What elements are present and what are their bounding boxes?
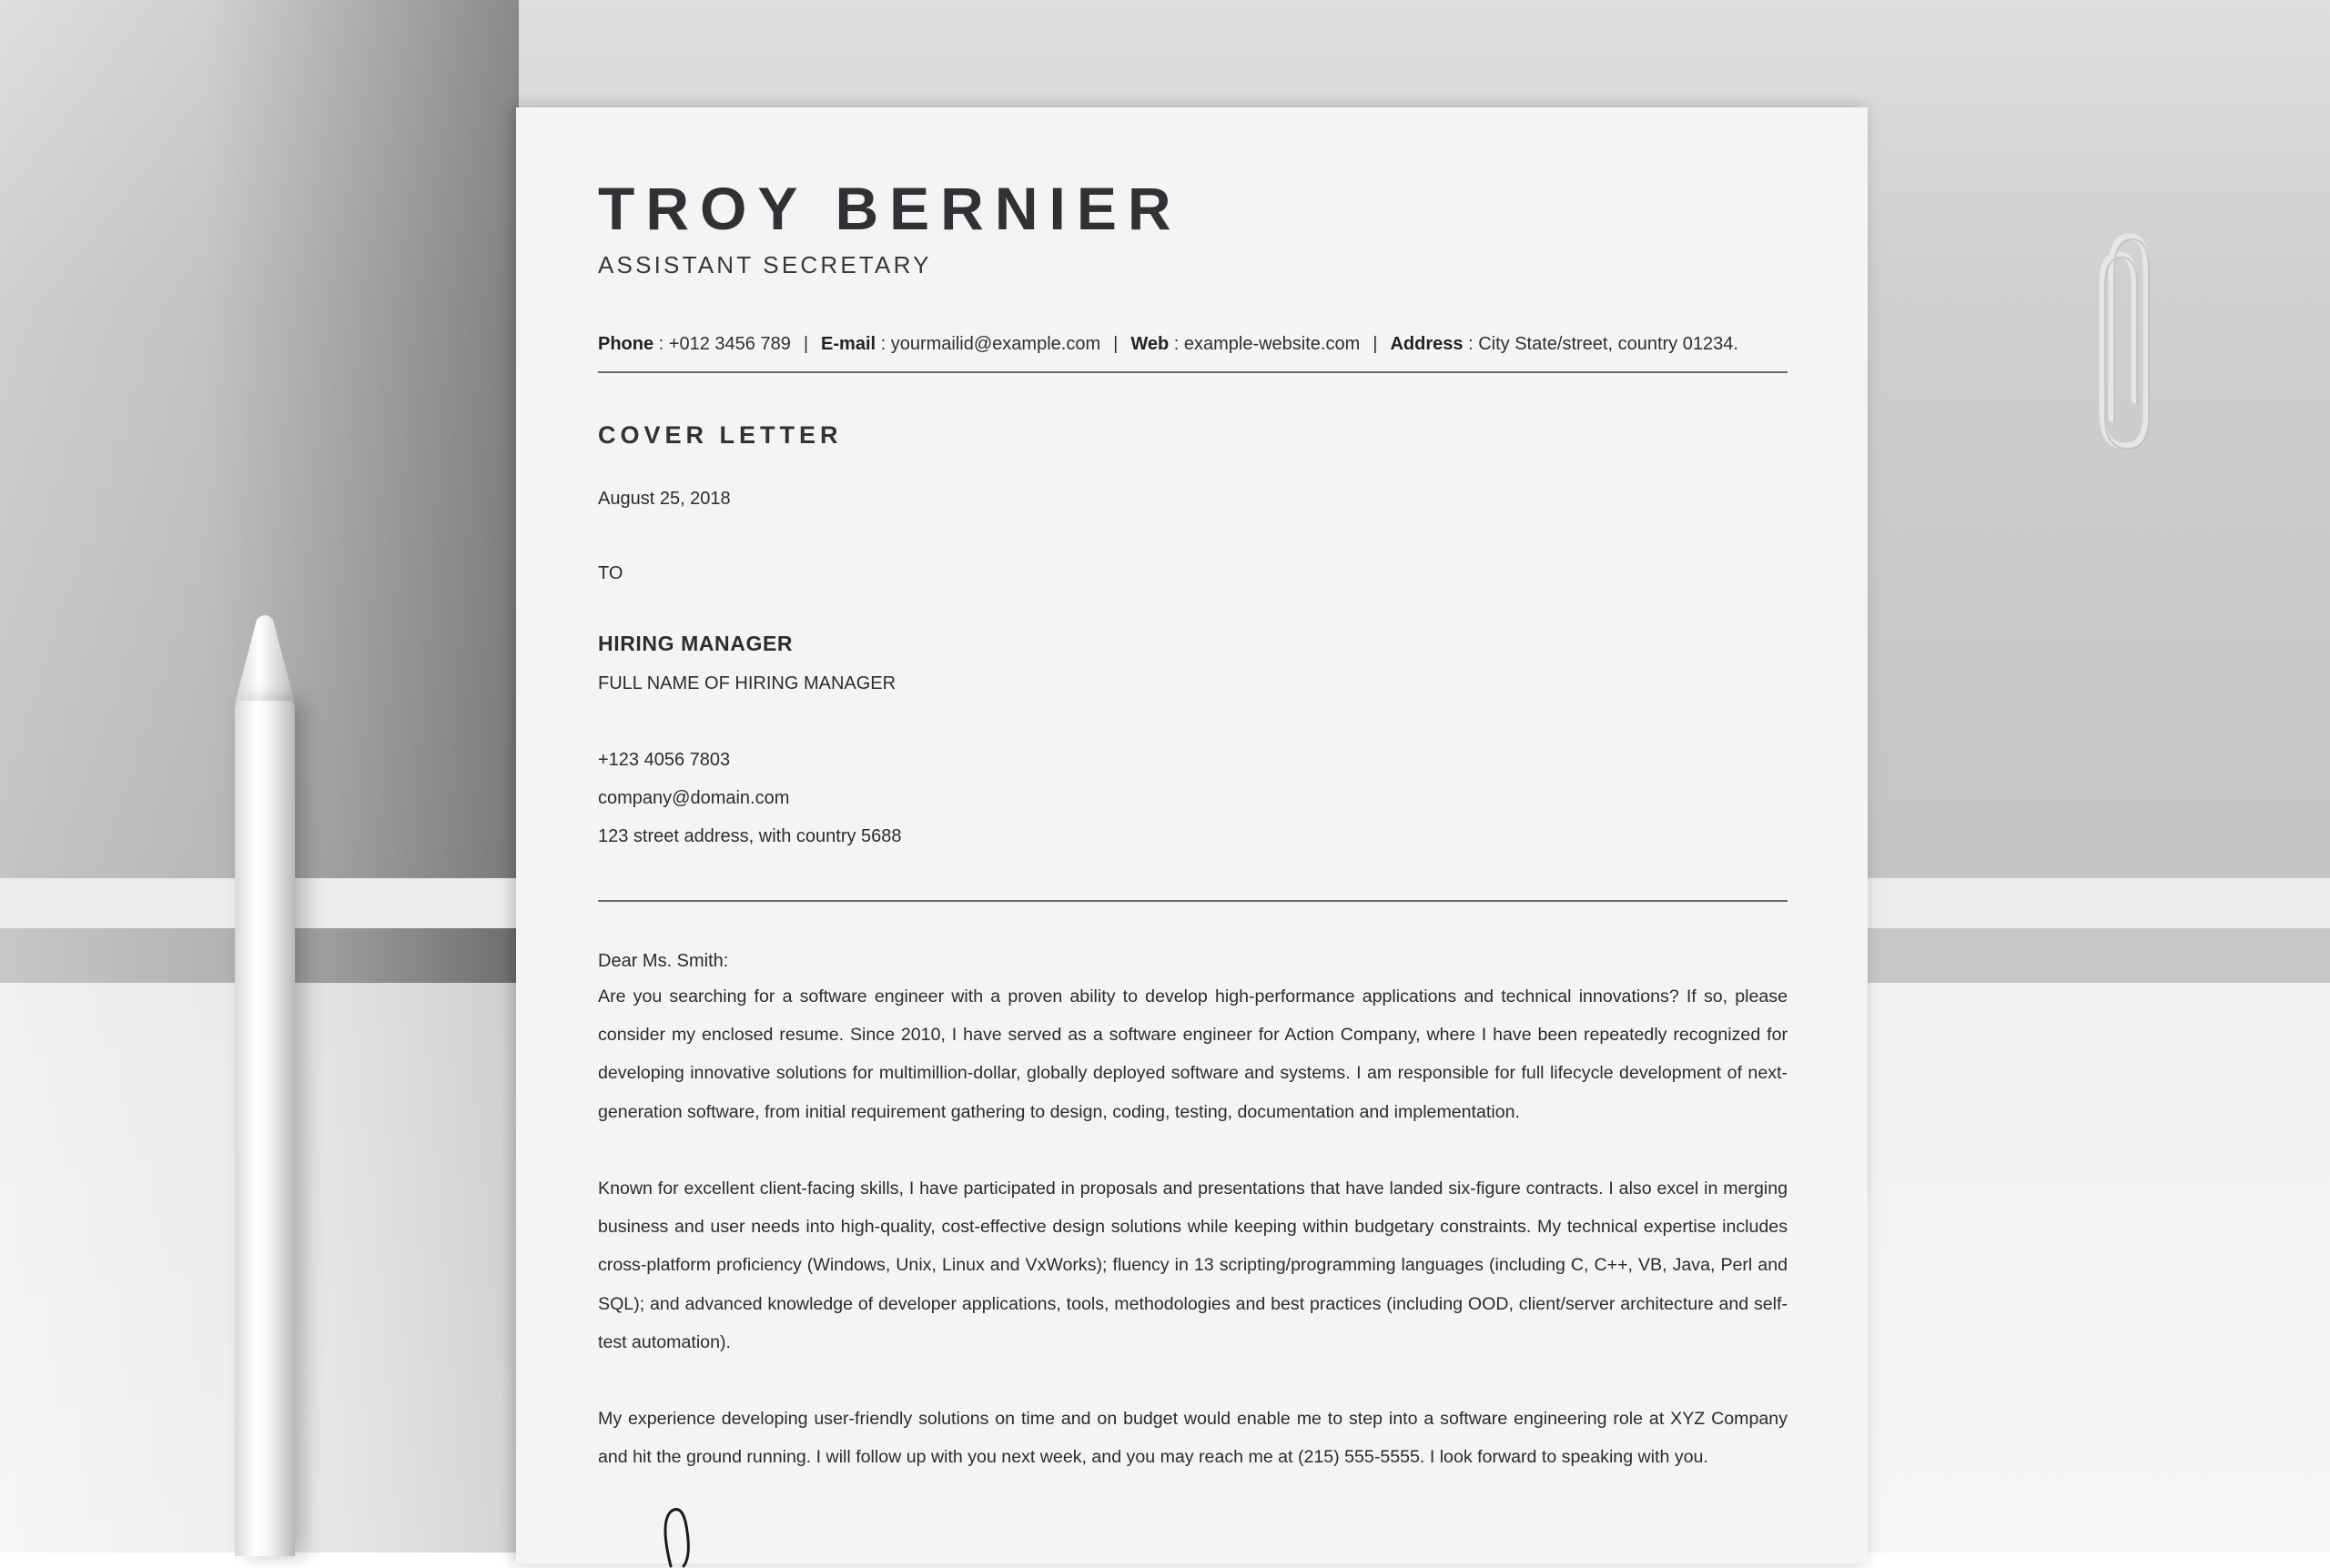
letter-date: August 25, 2018: [598, 489, 731, 509]
web-label: Web: [1130, 334, 1170, 354]
paperclip-icon: [2084, 218, 2166, 455]
pencil-body: [235, 701, 295, 1556]
contact-separator: |: [803, 334, 809, 354]
pencil-tip-icon: [235, 614, 295, 705]
phone-label: Phone: [598, 334, 654, 354]
cover-letter-page: [516, 107, 1868, 1563]
recipient-email: company@domain.com: [598, 788, 790, 808]
applicant-name: TROY BERNIER: [598, 175, 1182, 242]
contact-separator: |: [1373, 334, 1378, 354]
header-divider: [598, 371, 1788, 373]
signature-icon: [643, 1504, 725, 1568]
recipient-phone: +123 4056 7803: [598, 750, 731, 770]
salutation: Dear Ms. Smith:: [598, 951, 729, 971]
to-label: TO: [598, 563, 623, 583]
address-value: City State/street, country 01234.: [1478, 334, 1738, 354]
stylus-pencil: [235, 614, 297, 1553]
paragraph: Known for excellent client-facing skills, I have participated in proposals and presentations that have landed six-figure contracts. I also excel in merging business and user needs into high-quality, cost-effective design solutions while keeping within budgetary constraints. My technical expertise includes cross-platform proficiency (Windows, Unix, Linux and VxWorks); fluency in 13 scripting/programming languages (including C, C++, VB, Java, Perl and SQL); and advanced knowledge of developer applications, tools, methodologies and best practices (including OOD, client/server architecture and self-test automation).: [598, 1179, 1788, 1352]
applicant-role: ASSISTANT SECRETARY: [598, 251, 932, 278]
email-label: E-mail: [821, 334, 876, 354]
paragraph: My experience developing user-friendly solutions on time and on budget would enable me to step into a software engineering role at XYZ Company and hit the ground running. I will follow up with you next week, and you may reach me at (215) 555-5555. I look forward to speaking with you.: [598, 1409, 1788, 1468]
web-value: example-website.com: [1183, 334, 1361, 354]
email-value: yourmailid@example.com: [890, 334, 1101, 354]
recipient-title: HIRING MANAGER: [598, 632, 794, 655]
section-title: COVER LETTER: [598, 421, 843, 449]
recipient-address: 123 street address, with country 5688: [598, 826, 902, 846]
recipient-name: FULL NAME OF HIRING MANAGER: [598, 673, 897, 693]
phone-value: +012 3456 789: [668, 334, 791, 354]
paragraph: Are you searching for a software engineer with a proven ability to develop high-performance applications and technical innovations? If so, please consider my enclosed resume. Since 2010, I have served as a software engineer for Action Company, where I have been repeatedly recognized for developing innovative solutions for multimillion-dollar, globally deployed software and systems. I am responsible for full lifecycle development of next-generation software, from initial requirement gathering to design, coding, testing, documentation and implementation.: [598, 986, 1788, 1122]
contact-separator: |: [1113, 334, 1119, 354]
contact-line: Phone : +012 3456 789 | E-mail : yourmailid@example.com | Web : example-website.com | Address : City State/street, country 01234.: [598, 334, 1738, 354]
address-divider: [598, 900, 1788, 902]
address-label: Address: [1390, 334, 1464, 354]
